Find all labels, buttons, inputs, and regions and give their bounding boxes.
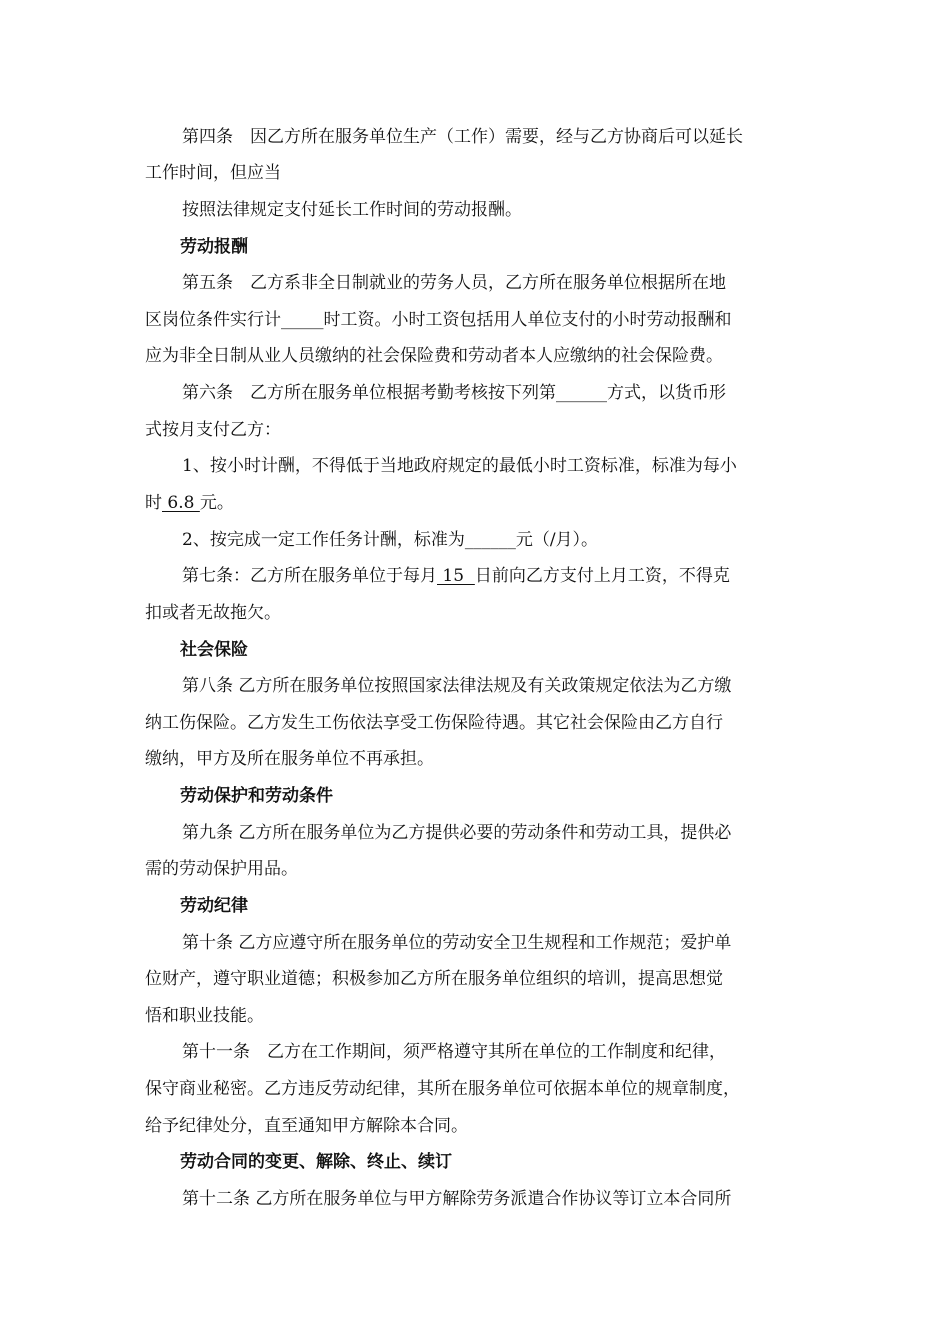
article-7-prefix: 第七条：乙方所在服务单位于每月 [182,566,437,586]
article-8-line-3: 缴纳，甲方及所在服务单位不再承担。 [145,749,434,769]
article-9-line-1: 第九条 乙方所在服务单位为乙方提供必要的劳动条件和劳动工具，提供必 [182,823,732,843]
article-6-item-1-line-1: 1、按小时计酬，不得低于当地政府规定的最低小时工资标准，标准为每小 [182,456,737,476]
article-11-line-2: 保守商业秘密。乙方违反劳动纪律，其所在服务单位可依据本单位的规章制度， [145,1079,740,1099]
article-7-line-2: 扣或者无故拖欠。 [145,603,281,623]
article-6-item-2: 2、按完成一定工作任务计酬，标准为______元（/月）。 [182,530,599,550]
article-6-line-1: 第六条 乙方所在服务单位根据考勤考核按下列第______方式，以货币形 [182,383,726,403]
article-6-item-1-line-2 [145,492,234,514]
pay-day-value: 15 [437,566,475,586]
article-12-line-1: 第十二条 乙方所在服务单位与甲方解除劳务派遣合作协议等订立本合同所 [182,1189,732,1209]
section-heading-discipline: 劳动纪律 [180,896,248,916]
article-10-line-2: 位财产，遵守职业道德；积极参加乙方所在服务单位组织的培训，提高思想觉 [145,969,723,989]
article-4-line-3: 按照法律规定支付延长工作时间的劳动报酬。 [182,200,522,220]
article-10-line-3: 悟和职业技能。 [145,1006,264,1026]
section-heading-protection: 劳动保护和劳动条件 [180,786,333,806]
article-7-line-1 [182,565,730,587]
article-4-line-2: 工作时间，但应当 [145,163,281,183]
article-11-line-1: 第十一条 乙方在工作期间，须严格遵守其所在单位的工作制度和纪律， [182,1042,726,1062]
section-heading-contract-change: 劳动合同的变更、解除、终止、续订 [180,1152,452,1172]
article-11-line-3: 给予纪律处分，直至通知甲方解除本合同。 [145,1116,468,1136]
section-heading-insurance: 社会保险 [180,640,248,660]
article-5-line-2: 区岗位条件实行计_____时工资。小时工资包括用人单位支付的小时劳动报酬和 [145,310,732,330]
article-8-line-2: 纳工伤保险。乙方发生工伤依法享受工伤保险待遇。其它社会保险由乙方自行 [145,713,723,733]
section-heading-pay: 劳动报酬 [180,237,248,257]
hourly-rate-value: 6.8 [162,493,200,513]
article-4-line-1: 第四条 因乙方所在服务单位生产（工作）需要，经与乙方协商后可以延长 [182,127,743,147]
article-8-line-1: 第八条 乙方所在服务单位按照国家法律法规及有关政策规定依法为乙方缴 [182,676,732,696]
article-5-line-3: 应为非全日制从业人员缴纳的社会保险费和劳动者本人应缴纳的社会保险费。 [145,346,723,366]
item-1-suffix: 元。 [199,493,234,513]
item-1-prefix: 时 [145,493,162,513]
article-9-line-2: 需的劳动保护用品。 [145,859,298,879]
article-5-line-1: 第五条 乙方系非全日制就业的劳务人员，乙方所在服务单位根据所在地 [182,273,726,293]
article-7-suffix: 日前向乙方支付上月工资，不得克 [474,566,730,586]
article-10-line-1: 第十条 乙方应遵守所在服务单位的劳动安全卫生规程和工作规范；爱护单 [182,933,732,953]
article-6-line-2: 式按月支付乙方： [145,420,281,440]
